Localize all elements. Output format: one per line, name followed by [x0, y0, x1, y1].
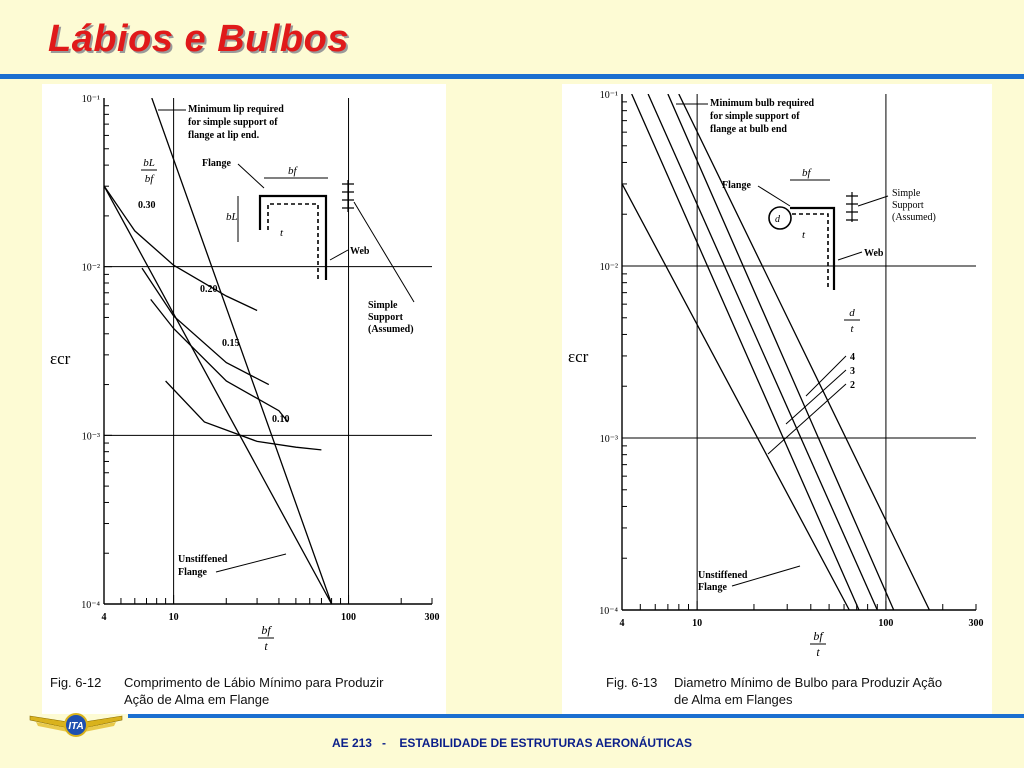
chart0-minlip-text-1: for simple support of — [188, 117, 278, 128]
slide-title: Lábios e Bulbos — [48, 18, 349, 60]
chart1-ytick-label-2: 10⁻³ — [599, 434, 618, 445]
chart1-series-1 — [668, 94, 894, 610]
chart0-series-3 — [151, 299, 288, 422]
chart1-wall-hatch — [846, 192, 858, 222]
chart1-web-leader — [838, 252, 862, 260]
chart0-ratio-label-num: bL — [143, 157, 155, 169]
chart1-support-text-2: (Assumed) — [892, 212, 936, 223]
chart1-xtick-label-3: 300 — [968, 618, 984, 629]
chart0-xlabel-num: bf — [261, 623, 271, 637]
chart0-wall-hatch — [342, 180, 354, 212]
chart0-xtick-label-3: 300 — [424, 612, 440, 623]
chart0-support-text-1: Support — [368, 312, 404, 323]
figure-6-12-number: Fig. 6-12 — [50, 675, 102, 690]
chart1-bf-label: bf — [802, 167, 811, 179]
chart0-xtick-label-2: 100 — [341, 612, 357, 623]
chart0-curve-label-3: 0.15 — [222, 338, 240, 349]
chart0-ylabel: εcr — [50, 349, 71, 368]
chart1-series-3 — [632, 94, 859, 610]
figure-6-13-caption-line-2: de Alma em Flanges — [674, 692, 793, 707]
chart0-section-outer — [260, 196, 326, 280]
chart1-t-label: t — [802, 229, 806, 241]
chart1-minbulb-text-0: Minimum bulb required — [710, 98, 815, 109]
figure-6-13-caption-line-1: Diametro Mínimo de Bulbo para Produzir Ação — [674, 675, 943, 690]
chart0-xtick-label-0: 4 — [101, 612, 107, 623]
chart1-curve-label-1: 4 — [850, 352, 855, 363]
chart0-bl-label: bL — [226, 211, 238, 223]
chart1-series-2 — [648, 94, 877, 610]
chart0-series-0 — [152, 98, 332, 604]
chart0-section-inner — [268, 204, 318, 280]
chart1-flange-label: Flange — [722, 180, 751, 191]
chart1-unstiffened-text-0: Unstiffened — [698, 570, 748, 581]
chart0-bf-label: bf — [288, 165, 297, 177]
chart1-xtick-label-0: 4 — [619, 618, 625, 629]
chart0-support-text-2: (Assumed) — [368, 324, 414, 335]
chart0-curve-label-4: 0.10 — [272, 414, 290, 425]
chart1-ylabel: εcr — [568, 347, 589, 366]
chart1-ytick-label-3: 10⁻⁴ — [599, 606, 618, 617]
chart1-xlabel-den: t — [816, 645, 820, 659]
chart0-unstiffened-text-0: Unstiffened — [178, 554, 228, 565]
figure-6-13-panel — [562, 84, 992, 714]
chart0-curve-label-2: 0.20 — [200, 284, 218, 295]
chart1-support-text-0: Simple — [892, 188, 921, 199]
figure-6-12-caption-line-1: Comprimento de Lábio Mínimo para Produzir — [124, 675, 384, 690]
chart1-minbulb-text-1: for simple support of — [710, 111, 800, 122]
chart0-t-label: t — [280, 227, 284, 239]
chart1-xlabel-num: bf — [813, 629, 823, 643]
chart0-web-label: Web — [350, 246, 370, 257]
chart0-ytick-label-2: 10⁻³ — [81, 431, 100, 443]
chart0-series-1 — [104, 186, 257, 311]
chart1-xtick-label-1: 10 — [692, 618, 703, 629]
chart1-support-text-1: Support — [892, 200, 924, 211]
chart0-curve-label-1: 0.30 — [138, 200, 156, 211]
chart1-curve-label-3: 2 — [850, 380, 855, 391]
chart1-unstiffened-text-1: Flange — [698, 582, 727, 593]
top-divider — [0, 74, 1024, 79]
chart1-d-label: d — [775, 214, 780, 225]
figure-6-12-panel — [42, 84, 446, 714]
figure-6-13-chart — [562, 84, 992, 714]
chart0-ytick-label-1: 10⁻² — [81, 262, 100, 274]
chart1-xtick-label-2: 100 — [878, 618, 894, 629]
chart0-web-leader — [330, 250, 348, 260]
footer — [0, 736, 1024, 750]
chart0-minlip-text-2: flange at lip end. — [188, 130, 260, 141]
footer-separator: - — [382, 736, 386, 750]
logo-text: ITA — [68, 721, 84, 732]
chart0-flange-leader — [238, 164, 264, 188]
chart0-unstiffened-text-1: Flange — [178, 567, 207, 578]
chart1-section-inner — [792, 214, 828, 290]
bottom-divider — [128, 714, 1024, 718]
footer-course: AE 213 — [331, 736, 372, 750]
figure-6-13-number: Fig. 6-13 — [606, 675, 658, 690]
footer-subject: ESTABILIDADE DE ESTRUTURAS AERONÁUTICAS — [399, 736, 693, 750]
chart0-ytick-label-3: 10⁻⁴ — [81, 600, 100, 611]
chart0-flange-label: Flange — [202, 158, 231, 169]
chart1-ytick-label-1: 10⁻² — [599, 262, 618, 273]
chart0-minlip-text-0: Minimum lip required — [188, 104, 284, 115]
chart1-label-leader-3 — [786, 370, 846, 424]
chart1-minbulb-text-2: flange at bulb end — [710, 124, 787, 135]
chart1-ytick-label-0: 10⁻¹ — [599, 90, 618, 101]
figure-6-12-caption — [50, 674, 446, 708]
chart1-flange-leader — [758, 186, 790, 206]
chart1-support-leader — [858, 196, 888, 206]
chart0-xlabel-den: t — [264, 639, 268, 653]
chart0-ytick-label-0: 10⁻¹ — [81, 94, 100, 105]
chart0-support-text-0: Simple — [368, 300, 398, 311]
figure-6-12-chart — [42, 84, 446, 714]
chart0-ratio-label-den: bf — [144, 173, 154, 185]
figure-6-13-caption — [606, 674, 992, 708]
chart1-curve-label-2: 3 — [850, 366, 855, 377]
chart0-series-5 — [104, 186, 332, 604]
chart0-xtick-label-1: 10 — [168, 612, 179, 623]
chart1-bulb-circle — [769, 207, 791, 229]
chart1-ratio-label-den: t — [850, 323, 854, 335]
figure-6-12-caption-line-2: Ação de Alma em Flange — [124, 692, 270, 707]
chart1-web-label: Web — [864, 248, 884, 259]
chart1-ratio-label-num: d — [849, 307, 855, 319]
